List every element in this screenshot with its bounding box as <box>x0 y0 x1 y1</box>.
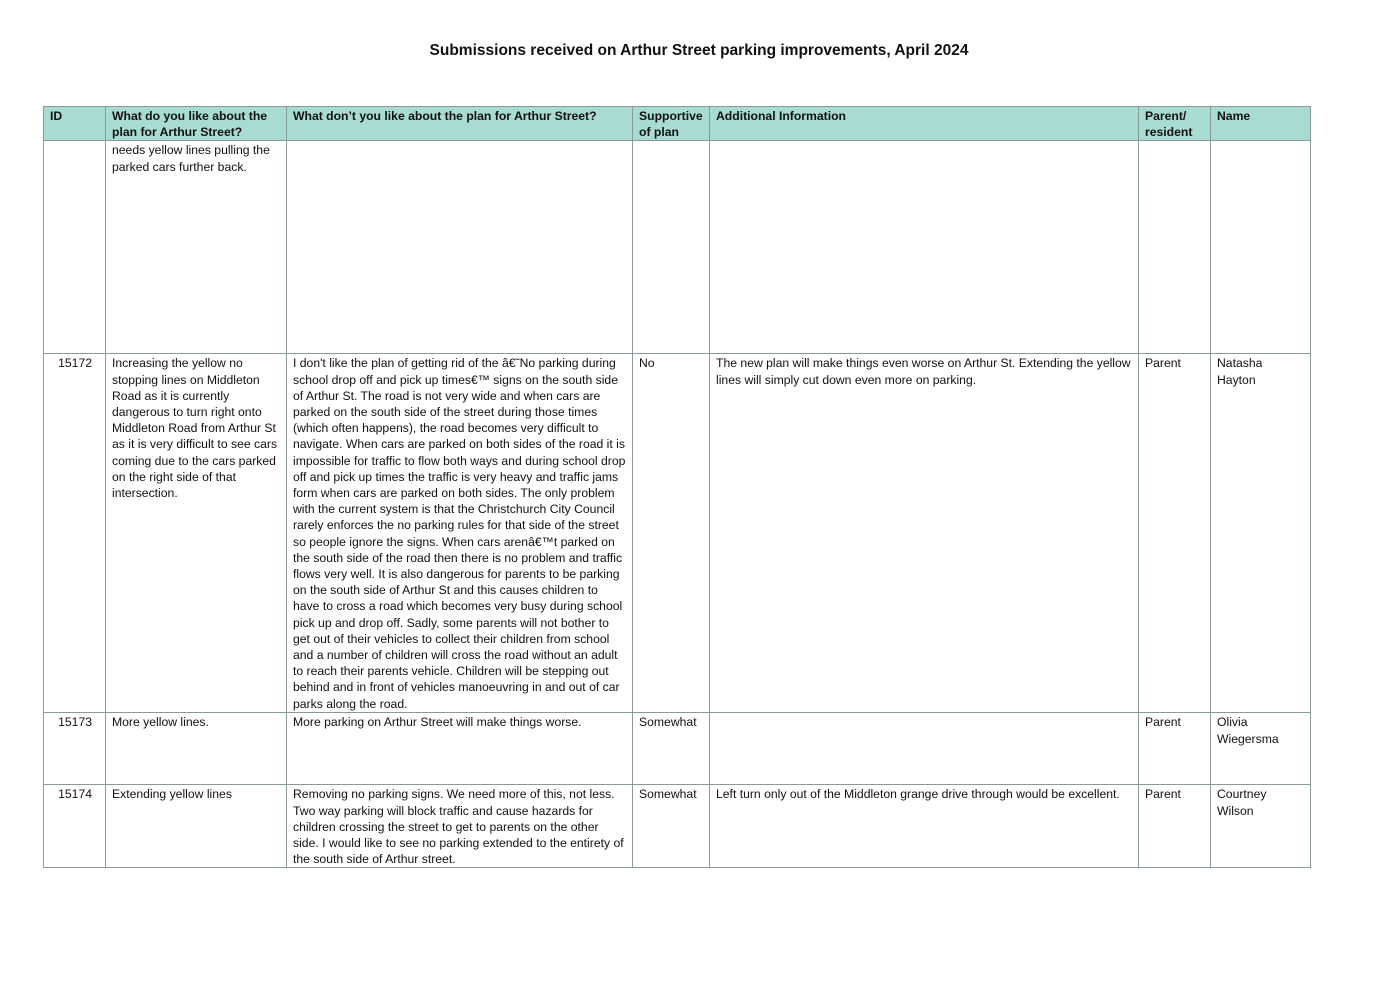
cell-dislike: I don't like the plan of getting rid of the â€˜No parking during school drop off and pick up times€™ signs on the south side of Arthur St. The road is not very wide and when cars are parked on the south side of the street during those times (which often happens), the road becomes very difficult to navigate. When cars are parked on both sides of the road it is impossible for traffic to flow both ways and during school drop off and pick up times the traffic is very heavy and traffic jams form when cars are parked on both sides. The only problem with the current system is that the Christchurch City Council rarely enforces the no parking rules for that side of the street so people ignore the signs. When cars arenâ€™t parked on the south side of the road then there is no problem and traffic flows very well. It is also dangerous for parents to be parking on the south side of Arthur St and this causes children to have to cross a road which becomes very busy during school pick up and drop off. Sadly, some parents will not bother to get out of their vehicles to collect their children from school and a number of children will cross the road without an adult to reach their parents vehicle. Children will be stepping out behind and in front of vehicles manoeuvring in and out of car parks along the road. <box>287 354 633 713</box>
cell-supportive: Somewhat <box>633 785 710 868</box>
cell-like: Increasing the yellow no stopping lines on Middleton Road as it is currently dangerous to turn right onto Middleton Road from Arthur St as it is very difficult to see cars coming due to the cars parked on the right side of that intersection. <box>106 354 287 713</box>
cell-additional <box>710 713 1139 785</box>
cell-name: Olivia Wiegersma <box>1211 713 1311 785</box>
cell-id: 15172 <box>44 354 106 713</box>
cell-parent: Parent <box>1139 713 1211 785</box>
cell-dislike: Removing no parking signs. We need more of this, not less. Two way parking will block traffic and cause hazards for children crossing the street to get to parents on the other side. I would like to see no parking extended to the entirety of the south side of Arthur street. <box>287 785 633 868</box>
table-row <box>44 141 1311 354</box>
cell-like: More yellow lines. <box>106 713 287 785</box>
page-title: Submissions received on Arthur Street parking improvements, April 2024 <box>429 42 969 59</box>
header-row <box>44 107 1311 141</box>
cell-supportive: No <box>633 354 710 713</box>
cell-like: needs yellow lines pulling the parked cars further back. <box>106 141 287 354</box>
cell-parent: Parent <box>1139 354 1211 713</box>
cell-additional: The new plan will make things even worse on Arthur St. Extending the yellow lines will simply cut down even more on parking. <box>710 354 1139 713</box>
header-id: ID <box>44 107 106 141</box>
cell-parent <box>1139 141 1211 354</box>
header-name: Name <box>1211 107 1311 141</box>
header-supportive: Supportive of plan <box>633 107 710 141</box>
cell-id: 15173 <box>44 713 106 785</box>
table-row <box>44 713 1311 785</box>
table-row <box>44 785 1311 868</box>
submissions-table <box>43 106 1311 868</box>
cell-dislike <box>287 141 633 354</box>
header-additional: Additional Information <box>710 107 1139 141</box>
cell-supportive: Somewhat <box>633 713 710 785</box>
cell-dislike: More parking on Arthur Street will make things worse. <box>287 713 633 785</box>
header-like: What do you like about the plan for Arthur Street? <box>106 107 287 141</box>
cell-additional: Left turn only out of the Middleton grange drive through would be excellent. <box>710 785 1139 868</box>
cell-name: Courtney Wilson <box>1211 785 1311 868</box>
cell-parent: Parent <box>1139 785 1211 868</box>
header-parent: Parent/ resident <box>1139 107 1211 141</box>
table-row <box>44 354 1311 713</box>
cell-name: Natasha Hayton <box>1211 354 1311 713</box>
cell-id: 15174 <box>44 785 106 868</box>
cell-name <box>1211 141 1311 354</box>
cell-additional <box>710 141 1139 354</box>
cell-supportive <box>633 141 710 354</box>
header-dislike: What don’t you like about the plan for Arthur Street? <box>287 107 633 141</box>
cell-like: Extending yellow lines <box>106 785 287 868</box>
cell-id <box>44 141 106 354</box>
